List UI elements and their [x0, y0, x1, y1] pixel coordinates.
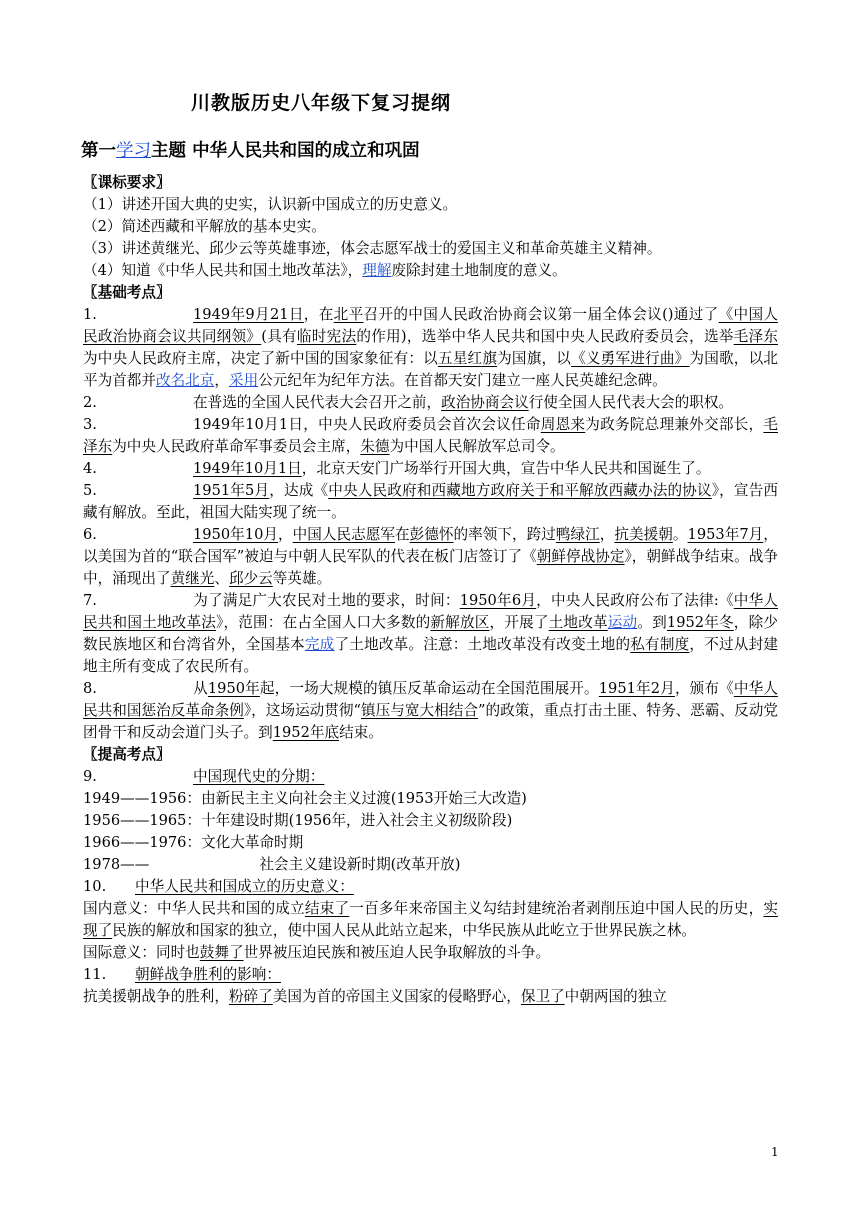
- period-row: 1966——1976：文化大革命时期: [83, 834, 304, 851]
- point-2: 2. 在普选的全国人民代表大会召开之前，政治协商会议行使全国人民代表大会的职权。: [83, 394, 734, 411]
- point-3: 3. 1949年10月1日，中央人民政府委员会首次会议任命周恩来为政务院总理兼外交部长，毛泽东为中央人民政府革命军事委员会主席，朱德为中国人民解放军总司令。: [83, 416, 778, 455]
- page-number: 1: [771, 1145, 779, 1159]
- requirement-4: （4）知道《中华人民共和国土地改革法》，理解废除封建土地制度的意义。: [83, 262, 567, 279]
- basics-heading: 〖基础考点〗: [83, 284, 171, 301]
- requirement-3: （3）讲述黄继光、邱少云等英雄事迹，体会志愿军战士的爱国主义和革命英雄主义精神。: [83, 240, 662, 257]
- point-10-heading: 10. 中华人民共和国成立的历史意义：: [83, 878, 354, 895]
- point-5: 5. 1951年5月，达成《中央人民政府和西藏地方政府关于和平解放西藏办法的协议》，宣告西藏有解放。至此，祖国大陆实现了统一。: [83, 482, 778, 521]
- document-title: 川教版历史八年级下复习提纲: [191, 92, 452, 114]
- point-7: 7. 为了满足广大农民对土地的要求，时间：1950年6月，中央人民政府公布了法律:《中华人民共和国土地改革法》，范围：在占全国人口大多数的新解放区，开展了土地改革运动。到1952年冬，除少数民族地区和台湾省外，全国基本完成了土地改革。注意：土地改革没有改变土地的私有制度，不过从封建地主所有变成了农民所有。: [83, 592, 778, 675]
- domestic-significance: 国内意义：中华人民共和国的成立结束了一百多年来帝国主义勾结封建统治者剥削压迫中国人民的历史，实现了民族的解放和国家的独立，使中国人民从此站立起来，中华民族从此屹立于世界民族之林。: [83, 900, 778, 939]
- period-row: 1978—— 社会主义建设新时期(改革开放): [83, 856, 461, 873]
- complete-link[interactable]: 完成: [304, 636, 335, 653]
- period-row: 1956——1965：十年建设时期(1956年，进入社会主义初级阶段): [83, 812, 513, 829]
- point-11-body: 抗美援朝战争的胜利，粉碎了美国为首的帝国主义国家的侵略野心，保卫了中朝两国的独立: [83, 988, 667, 1005]
- point-1: 1. 1949年9月21日，在北平召开的中国人民政治协商会议第一届全体会议()通过了《中国人民政治协商会议共同纲领》(具有临时宪法的作用)，选举中华人民共和国中央人民政府委员会，选举毛泽东为中央人民政府主席，决定了新中国的国家象征有：以五星红旗为国旗，以《义勇军进行曲》为国歌，以北平为首都并改名北京，采用公元纪年为纪年方法。在首都天安门建立一座人民英雄纪念碑。: [83, 306, 778, 389]
- adopt-link[interactable]: 采用: [228, 372, 259, 389]
- point-9-heading: 9. 中国现代史的分期：: [83, 768, 325, 785]
- rename-beijing-link[interactable]: 改名北京: [155, 372, 215, 389]
- point-6: 6. 1950年10月，中国人民志愿军在彭德怀的率领下，跨过鸭绿江，抗美援朝。1953年7月，以美国为首的“联合国军”被迫与中朝人民军队的代表在板门店签订了《朝鲜停战协定》，朝鲜战争结束。战争中，涌现出了黄继光、邱少云等英雄。: [83, 526, 778, 587]
- heading-prefix: 第一: [81, 141, 116, 161]
- point-8: 8. 从1950年起，一场大规模的镇压反革命运动在全国范围展开。1951年2月，颁布《中华人民共和国惩治反革命条例》，这场运动贯彻“镇压与宽大相结合”的政策，重点打击土匪、特务、恶霸、反动党团骨干和反动会道门头子。到1952年底结束。: [83, 680, 778, 741]
- understand-link[interactable]: 理解: [362, 262, 392, 279]
- heading-suffix: 主题 中华人民共和国的成立和巩固: [151, 141, 420, 161]
- advanced-heading: 〖提高考点〗: [83, 746, 171, 763]
- point-11-heading: 11. 朝鲜战争胜利的影响：: [83, 966, 281, 983]
- movement-link[interactable]: 运动: [607, 614, 638, 631]
- international-significance: 国际意义：同时也鼓舞了世界被压迫民族和被压迫人民争取解放的斗争。: [83, 944, 551, 961]
- requirement-2: （2）简述西藏和平解放的基本史实。: [83, 218, 326, 235]
- period-row: 1949——1956：由新民主主义向社会主义过渡(1953开始三大改造): [83, 790, 527, 807]
- section-heading: [81, 137, 778, 165]
- study-link[interactable]: 学习: [116, 141, 151, 161]
- requirement-1: （1）讲述开国大典的史实，认识新中国成立的历史意义。: [83, 196, 458, 213]
- point-4: 4. 1949年10月1日，北京天安门广场举行开国大典，宣告中华人民共和国诞生了。: [83, 460, 711, 477]
- document-page: [83, 88, 778, 1008]
- standards-heading: 〖课标要求〗: [83, 174, 171, 191]
